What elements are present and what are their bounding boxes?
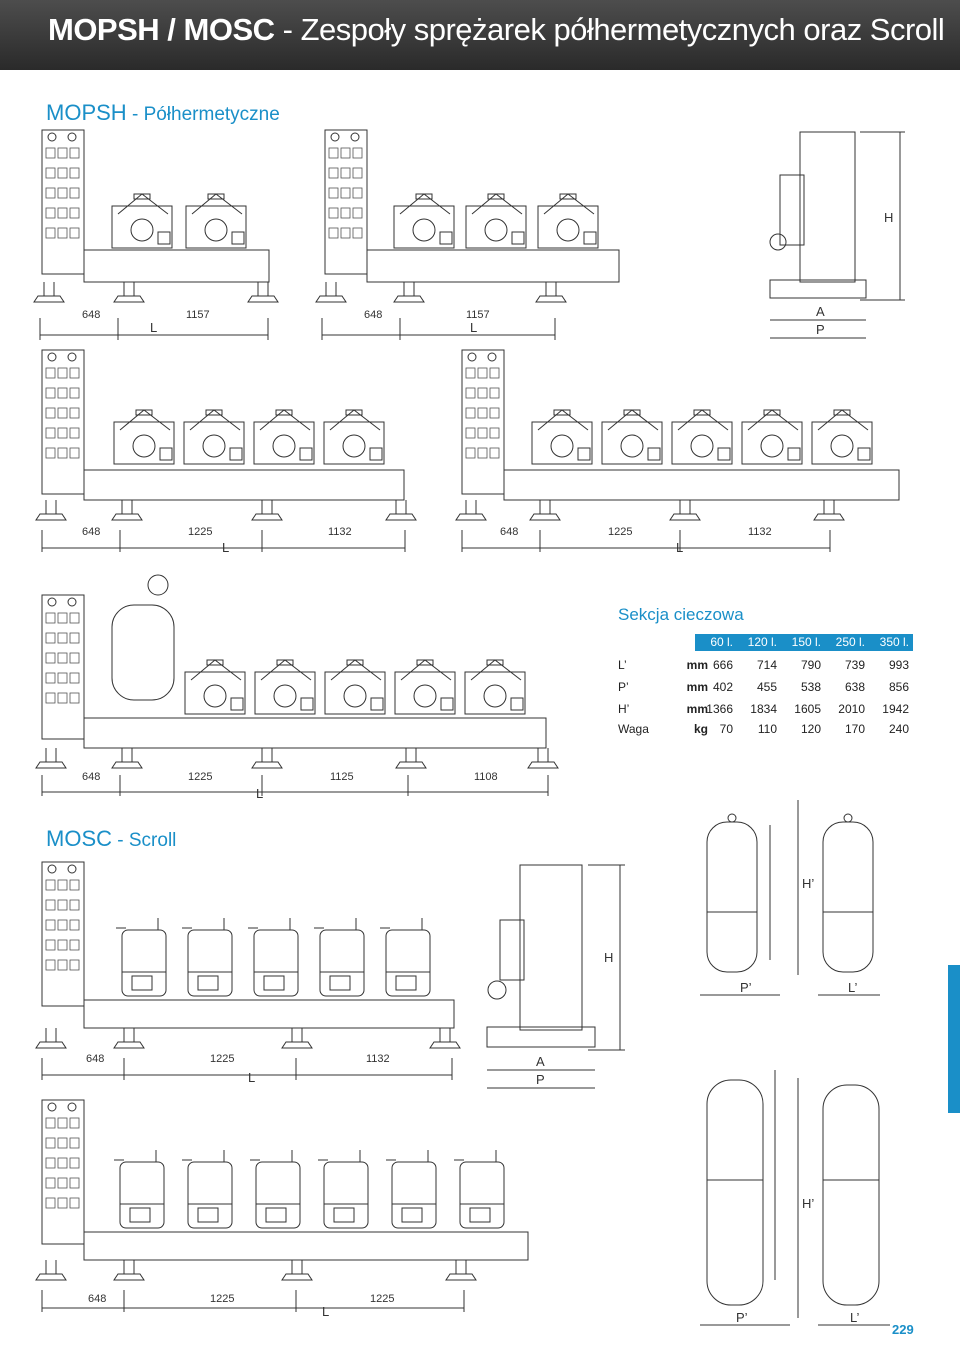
section-title-mosc: MOSC - Scroll	[46, 826, 177, 851]
svg-text:1225: 1225	[370, 1293, 395, 1305]
svg-text:1225: 1225	[210, 1053, 235, 1065]
svg-text:L’: L’	[850, 1310, 860, 1325]
svg-text:L: L	[256, 786, 264, 801]
table-row: P’ mm 402 455 538 638 856	[618, 680, 909, 694]
svg-text:P’: P’	[740, 980, 752, 995]
svg-text:648: 648	[82, 526, 101, 538]
page-title: MOPSH / MOSC - Zespoły sprężarek półhermetycznych oraz Scroll	[48, 12, 945, 47]
svg-text:L’: L’	[848, 980, 858, 995]
svg-text:1132: 1132	[366, 1053, 390, 1065]
mosc-6-scroll-unit	[36, 1100, 528, 1319]
svg-text:648: 648	[82, 309, 101, 321]
svg-text:1108: 1108	[474, 771, 498, 783]
svg-text:L: L	[470, 320, 478, 335]
table-row: L’ mm 666 714 790 739 993	[618, 658, 909, 672]
table-title: Sekcja cieczowa	[618, 605, 744, 624]
col-header: 60 l.	[710, 635, 733, 649]
svg-text:L: L	[676, 540, 684, 555]
svg-text:P: P	[816, 322, 825, 337]
mopsh-5-unit-with-receiver	[36, 575, 558, 801]
svg-text:1125: 1125	[330, 771, 354, 783]
col-header: 350 l.	[879, 635, 909, 649]
svg-text:1225: 1225	[188, 526, 213, 538]
table-row: Waga kg 70 110 120 170 240	[618, 722, 909, 736]
svg-text:L: L	[248, 1070, 256, 1085]
section-title-mopsh: MOPSH - Półhermetyczne	[46, 100, 280, 125]
table-row: H’ mm 1366 1834 1605 2010 1942	[618, 702, 909, 716]
page-number: 229	[892, 1322, 914, 1337]
svg-text:1157: 1157	[186, 309, 210, 321]
svg-text:P’: P’	[736, 1310, 748, 1325]
mosc-side-view	[487, 865, 625, 1088]
svg-text:1157: 1157	[466, 309, 490, 321]
svg-text:648: 648	[88, 1293, 107, 1305]
mopsh-side-view	[770, 132, 905, 338]
svg-text:1225: 1225	[210, 1293, 235, 1305]
mosc-5-scroll-unit	[36, 862, 460, 1085]
svg-text:H’: H’	[802, 876, 815, 891]
mopsh-2-unit-left	[34, 130, 278, 340]
svg-text:648: 648	[86, 1053, 105, 1065]
svg-text:H: H	[604, 950, 614, 965]
svg-text:L: L	[150, 320, 158, 335]
svg-text:1132: 1132	[748, 526, 772, 538]
svg-text:1225: 1225	[608, 526, 633, 538]
svg-text:L: L	[222, 540, 230, 555]
receiver-views-top	[700, 800, 880, 995]
svg-text:1225: 1225	[188, 771, 213, 783]
svg-text:H: H	[884, 210, 894, 225]
mopsh-3-unit	[316, 130, 619, 340]
svg-text:1132: 1132	[328, 526, 352, 538]
mopsh-6-unit	[456, 350, 899, 555]
svg-text:H’: H’	[802, 1196, 815, 1211]
svg-text:P: P	[536, 1072, 545, 1087]
svg-text:A: A	[536, 1054, 545, 1069]
table-header	[695, 634, 913, 651]
svg-text:648: 648	[82, 771, 101, 783]
col-header: 120 l.	[747, 635, 777, 649]
svg-text:L: L	[322, 1304, 330, 1319]
svg-text:648: 648	[364, 309, 383, 321]
svg-text:A: A	[816, 304, 825, 319]
col-header: 150 l.	[791, 635, 821, 649]
col-header: 250 l.	[835, 635, 865, 649]
mopsh-4-unit	[36, 350, 416, 555]
receiver-views-bottom	[700, 1070, 890, 1325]
svg-text:648: 648	[500, 526, 519, 538]
